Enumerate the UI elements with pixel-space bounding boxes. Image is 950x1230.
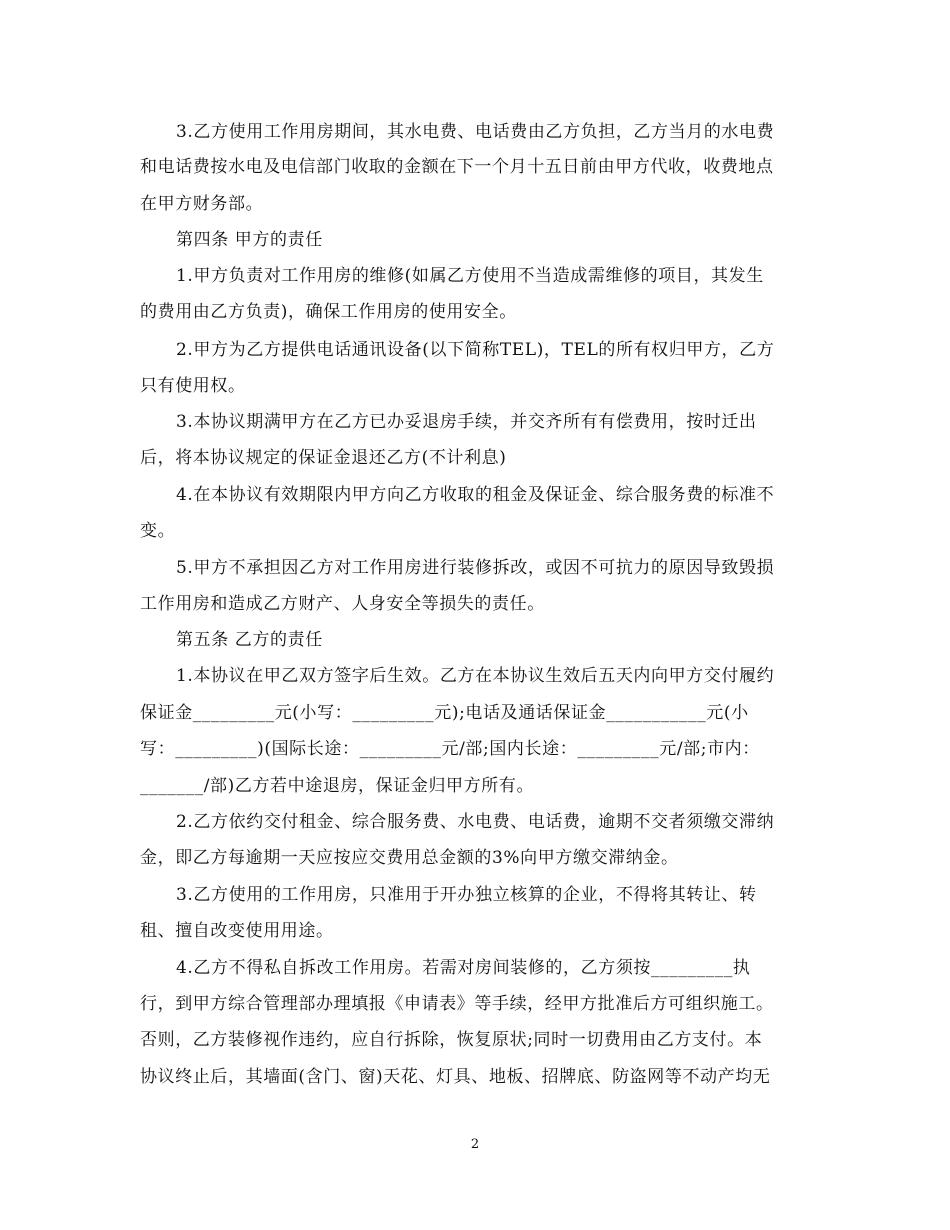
text-line: 写：_________)(国际长途：_________元/部;国内长途：_________元/部;市内： [140, 739, 760, 759]
text-line: _______/部)乙方若中途退房，保证金归甲方所有。 [140, 776, 535, 796]
section-heading: 第五条 乙方的责任 [176, 630, 323, 650]
text-line: 行，到甲方综合管理部办理填报《申请表》等手续，经甲方批准后方可组织施工。 [140, 994, 774, 1014]
text-line: 否则，乙方装修视作违约，应自行拆除，恢复原状;同时一切费用由乙方支付。本 [140, 1030, 763, 1050]
text-line: 4.乙方不得私自拆改工作用房。若需对房间装修的，乙方须按_________执 [176, 958, 751, 978]
text-line: 3.乙方使用的工作用房，只准用于开办独立核算的企业，不得将其转让、转 [176, 885, 757, 905]
text-line: 1.甲方负责对工作用房的维修(如属乙方使用不当造成需维修的项目，其发生 [176, 266, 764, 286]
section-heading: 第四条 甲方的责任 [176, 230, 323, 250]
text-line: 1.本协议在甲乙双方签字后生效。乙方在本协议生效后五天内向甲方交付履约 [176, 666, 775, 686]
text-line: 工作用房和造成乙方财产、人身安全等损失的责任。 [140, 594, 545, 614]
text-line: 和电话费按水电及电信部门收取的金额在下一个月十五日前由甲方代收，收费地点 [140, 157, 774, 177]
text-line: 2.甲方为乙方提供电话通讯设备(以下简称TEL)，TEL的所有权归甲方，乙方 [176, 340, 775, 360]
text-line: 保证金_________元(小写：_________元);电话及通话保证金___________元(小 [140, 703, 749, 723]
text-line: 的费用由乙方负责)，确保工作用房的使用安全。 [140, 302, 517, 322]
text-line: 协议终止后，其墙面(含门、窗)天花、灯具、地板、招牌底、防盗网等不动产均无 [140, 1067, 771, 1087]
text-line: 5.甲方不承担因乙方对工作用房进行装修拆改，或因不可抗力的原因导致毁损 [176, 558, 775, 578]
text-line: 金，即乙方每逾期一天应按应交费用总金额的3%向甲方缴交滞纳金。 [140, 848, 679, 868]
text-line: 租、擅自改变使用用途。 [140, 921, 334, 941]
text-line: 变。 [140, 521, 176, 541]
text-line: 在甲方财务部。 [140, 194, 264, 214]
text-line: 3.乙方使用工作用房期间，其水电费、电话费由乙方负担，乙方当月的水电费 [176, 122, 775, 142]
text-line: 3.本协议期满甲方在乙方已办妥退房手续，并交齐所有有偿费用，按时迁出 [176, 412, 757, 432]
text-line: 后，将本协议规定的保证金退还乙方(不计利息) [140, 448, 507, 468]
text-line: 4.在本协议有效期限内甲方向乙方收取的租金及保证金、综合服务费的标准不 [176, 485, 775, 505]
page-number: 2 [470, 1137, 480, 1152]
text-line: 只有使用权。 [140, 376, 246, 396]
text-line: 2.乙方依约交付租金、综合服务费、水电费、电话费，逾期不交者须缴交滞纳 [176, 812, 775, 832]
